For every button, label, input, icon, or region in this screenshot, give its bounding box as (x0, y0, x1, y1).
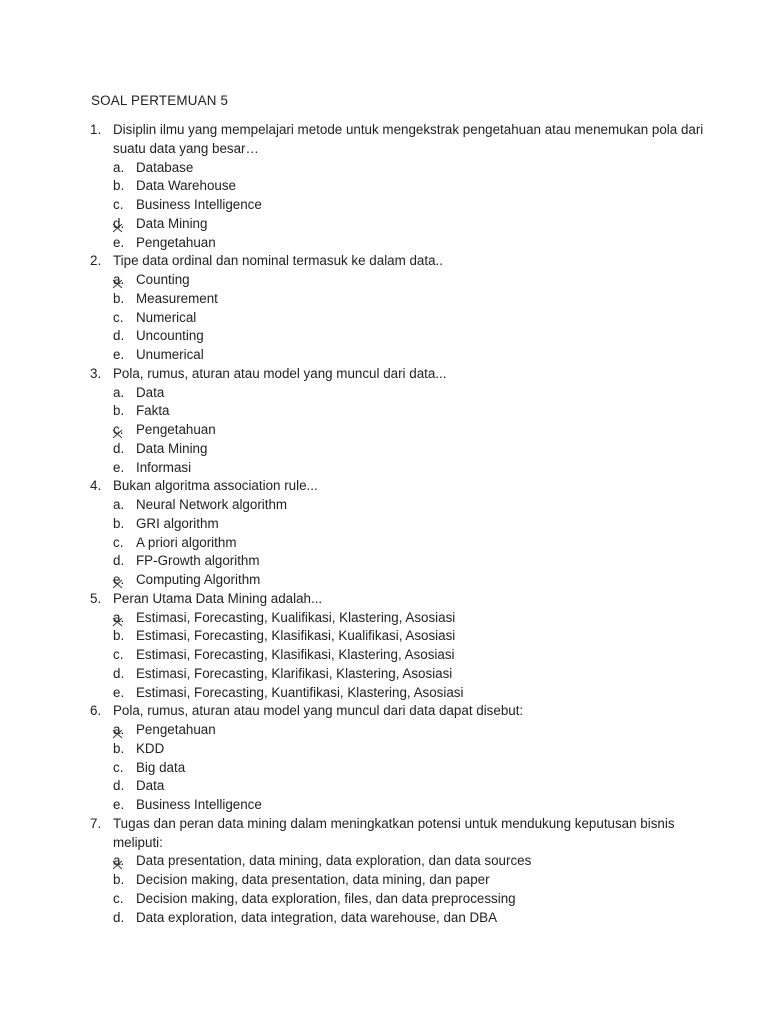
question-continuation-line (0, 834, 768, 853)
question-item (0, 121, 768, 252)
answer-option (0, 871, 768, 890)
option-letter-text: a. (113, 159, 125, 175)
option-letter-text: b. (113, 872, 125, 887)
question-number: 2. (90, 253, 102, 269)
option-letter (113, 909, 129, 928)
question-number: 4. (90, 478, 102, 494)
option-letter (113, 721, 129, 740)
option-letter (113, 871, 129, 890)
option-text: GRI algorithm (136, 515, 219, 531)
option-letter (113, 234, 129, 253)
option-letter (113, 534, 129, 553)
answer-option (0, 440, 768, 459)
option-letter-text: c. (113, 309, 124, 325)
question-text: Disiplin ilmu yang mempelajari metode untuk mengekstrak pengetahuan atau menemukan pola dari (113, 122, 704, 137)
option-letter (113, 890, 129, 909)
answer-option (0, 271, 768, 290)
option-letter (113, 646, 129, 665)
option-letter-text: c. (113, 534, 124, 550)
option-letter (113, 515, 129, 534)
option-letter (113, 777, 129, 796)
option-text: Neural Network algorithm (136, 497, 288, 512)
answer-option (0, 327, 768, 346)
option-text: Decision making, data presentation, data mining, dan paper (136, 872, 490, 887)
option-text: Data Mining (136, 440, 208, 456)
question-line (0, 252, 768, 271)
option-letter (113, 571, 129, 590)
answer-option (0, 402, 768, 421)
option-text: KDD (136, 740, 165, 756)
option-letter (113, 271, 129, 290)
option-letter (113, 627, 129, 646)
option-letter (113, 852, 129, 871)
answer-option (0, 215, 768, 234)
option-letter-text: e. (113, 347, 125, 362)
question-text: Bukan algoritma association rule... (113, 478, 318, 494)
option-letter-text: b. (113, 740, 125, 756)
option-text: Informasi (136, 459, 192, 475)
option-text: Data exploration, data integration, data warehouse, dan DBA (136, 909, 498, 925)
option-letter-text: e. (113, 797, 125, 812)
option-letter-text: d. (113, 215, 125, 231)
question-line (0, 815, 768, 834)
question-number: 1. (90, 122, 102, 137)
answer-option (0, 196, 768, 215)
answer-option (0, 909, 768, 928)
option-letter (113, 384, 129, 403)
option-letter-text: b. (113, 515, 125, 531)
option-text: Data Warehouse (136, 178, 236, 194)
option-text: Data (136, 778, 165, 794)
answer-option (0, 571, 768, 590)
option-text: Estimasi, Forecasting, Kuantifikasi, Klastering, Asosiasi (136, 684, 464, 700)
question-item (0, 252, 768, 365)
answer-option (0, 890, 768, 909)
question-text: meliputi: (113, 834, 163, 850)
option-letter (113, 609, 129, 628)
option-letter (113, 290, 129, 309)
question-number: 5. (90, 590, 102, 606)
answer-option (0, 665, 768, 684)
option-text: Pengetahuan (136, 234, 216, 250)
answer-option (0, 534, 768, 553)
option-text: A priori algorithm (136, 534, 237, 550)
option-letter-text: d. (113, 665, 125, 681)
answer-option (0, 177, 768, 196)
option-letter-text: a. (113, 609, 125, 625)
question-text: suatu data yang besar… (113, 140, 259, 156)
answer-option (0, 721, 768, 740)
option-letter (113, 459, 129, 478)
question-list (0, 121, 768, 927)
question-item (0, 815, 768, 928)
option-letter (113, 759, 129, 778)
question-line (0, 365, 768, 384)
option-letter-text: a. (113, 497, 125, 512)
option-text: Unumerical (136, 347, 204, 362)
question-number: 3. (90, 365, 102, 381)
option-letter-text: c. (113, 197, 124, 212)
option-letter-text: b. (113, 403, 125, 419)
answer-option (0, 290, 768, 309)
answer-option (0, 796, 768, 815)
option-letter-text: a. (113, 853, 125, 869)
question-item (0, 477, 768, 590)
option-letter (113, 496, 129, 515)
option-text: Business Intelligence (136, 797, 262, 812)
option-letter-text: b. (113, 628, 125, 644)
answer-option (0, 759, 768, 778)
option-letter (113, 215, 129, 234)
answer-option (0, 159, 768, 178)
option-letter (113, 309, 129, 328)
option-letter-text: a. (113, 272, 125, 287)
option-letter (113, 402, 129, 421)
option-text: Measurement (136, 290, 218, 306)
option-letter-text: c. (113, 759, 124, 775)
answer-option (0, 852, 768, 871)
option-text: Computing Algorithm (136, 572, 261, 587)
option-letter-text: d. (113, 328, 125, 344)
option-letter (113, 421, 129, 440)
option-letter (113, 684, 129, 703)
option-letter-text: a. (113, 384, 125, 400)
option-letter (113, 552, 129, 571)
option-letter-text: a. (113, 722, 125, 737)
option-text: Database (136, 159, 194, 175)
option-letter-text: e. (113, 459, 125, 475)
option-letter (113, 740, 129, 759)
question-item (0, 702, 768, 815)
question-text: Peran Utama Data Mining adalah... (113, 590, 323, 606)
option-text: Estimasi, Forecasting, Klarifikasi, Klastering, Asosiasi (136, 665, 453, 681)
option-letter-text: e. (113, 684, 125, 700)
option-letter (113, 440, 129, 459)
option-text: Decision making, data exploration, files, dan data preprocessing (136, 890, 516, 906)
question-line (0, 702, 768, 721)
question-line (0, 590, 768, 609)
answer-option (0, 459, 768, 478)
option-letter (113, 177, 129, 196)
document-title: SOAL PERTEMUAN 5 (91, 93, 229, 108)
question-line (0, 121, 768, 140)
answer-option (0, 684, 768, 703)
question-line (0, 477, 768, 496)
question-item (0, 590, 768, 703)
question-item (0, 365, 768, 478)
option-letter-text: e. (113, 234, 125, 250)
option-letter (113, 196, 129, 215)
answer-option (0, 646, 768, 665)
question-text: Pola, rumus, aturan atau model yang muncul dari data... (113, 365, 447, 381)
option-text: Estimasi, Forecasting, Klasifikasi, Kualifikasi, Asosiasi (136, 628, 456, 644)
answer-option (0, 421, 768, 440)
answer-option (0, 609, 768, 628)
option-text: Estimasi, Forecasting, Klasifikasi, Klastering, Asosiasi (136, 647, 455, 662)
option-text: Uncounting (136, 328, 204, 344)
option-text: Data presentation, data mining, data exploration, dan data sources (136, 853, 532, 869)
answer-option (0, 740, 768, 759)
option-text: FP-Growth algorithm (136, 553, 260, 569)
option-letter (113, 796, 129, 815)
question-number: 6. (90, 703, 102, 719)
answer-option (0, 552, 768, 571)
question-number: 7. (90, 815, 102, 831)
option-letter (113, 159, 129, 178)
option-letter-text: d. (113, 553, 125, 569)
option-letter-text: d. (113, 909, 125, 925)
answer-option (0, 234, 768, 253)
answer-option (0, 309, 768, 328)
question-text: Tipe data ordinal dan nominal termasuk ke dalam data.. (113, 253, 443, 269)
option-text: Business Intelligence (136, 197, 262, 212)
answer-option (0, 496, 768, 515)
option-text: Fakta (136, 403, 170, 419)
option-letter-text: c. (113, 890, 124, 906)
option-text: Pengetahuan (136, 722, 216, 737)
option-letter-text: e. (113, 572, 125, 587)
option-letter-text: c. (113, 422, 124, 437)
question-text: Pola, rumus, aturan atau model yang muncul dari data dapat disebut: (113, 703, 524, 719)
answer-option (0, 515, 768, 534)
option-text: Estimasi, Forecasting, Kualifikasi, Klastering, Asosiasi (136, 609, 456, 625)
option-text: Pengetahuan (136, 422, 216, 437)
option-text: Counting (136, 272, 190, 287)
option-letter (113, 346, 129, 365)
option-letter (113, 665, 129, 684)
answer-option (0, 384, 768, 403)
option-letter-text: d. (113, 778, 125, 794)
answer-option (0, 346, 768, 365)
option-letter-text: b. (113, 178, 125, 194)
answer-option (0, 777, 768, 796)
option-text: Data (136, 384, 165, 400)
option-letter (113, 327, 129, 346)
question-continuation-line (0, 140, 768, 159)
option-text: Big data (136, 759, 186, 775)
option-letter-text: c. (113, 647, 124, 662)
question-text: Tugas dan peran data mining dalam meningkatkan potensi untuk mendukung keputusan bisnis (113, 815, 675, 831)
option-letter-text: b. (113, 290, 125, 306)
option-letter-text: d. (113, 440, 125, 456)
option-text: Data Mining (136, 215, 208, 231)
option-text: Numerical (136, 309, 197, 325)
answer-option (0, 627, 768, 646)
